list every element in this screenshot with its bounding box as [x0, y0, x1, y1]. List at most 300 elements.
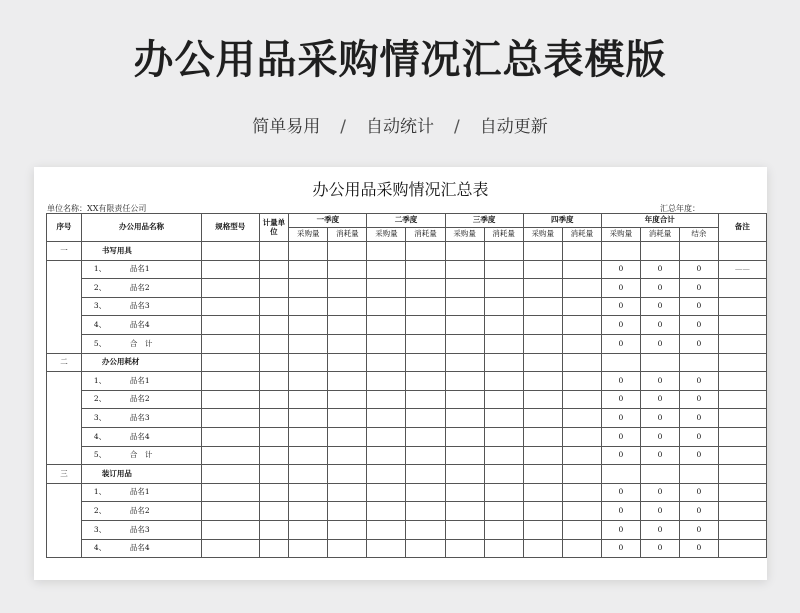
empty-cell [523, 446, 562, 465]
section-name: 装订用品 [81, 465, 201, 484]
remark-cell: —— [718, 260, 766, 279]
remark-cell [718, 409, 766, 428]
empty-cell [562, 390, 601, 409]
empty-cell [259, 539, 289, 558]
item-name: 品名2 [129, 282, 150, 292]
empty-cell [562, 409, 601, 428]
empty-cell [523, 427, 562, 446]
item-name-cell [81, 372, 201, 391]
empty-cell [562, 297, 601, 316]
annual-consume: 0 [640, 539, 679, 558]
empty-cell [445, 260, 484, 279]
item-number: 2、 [93, 282, 107, 292]
annual-purchase: 0 [601, 372, 640, 391]
item-name-cell [81, 539, 201, 558]
item-number: 2、 [93, 394, 107, 404]
annual-purchase: 0 [601, 446, 640, 465]
item-name-cell [81, 316, 201, 335]
empty-cell [367, 520, 406, 539]
header-consume: 消耗量 [406, 228, 445, 242]
annual-purchase: 0 [601, 334, 640, 353]
empty-cell [562, 372, 601, 391]
section-index: 一 [47, 242, 82, 261]
item-name: 合 计 [129, 450, 153, 460]
feature-auto-stats: 自动统计 [366, 117, 434, 137]
empty-cell [202, 427, 259, 446]
annual-balance: 0 [680, 279, 719, 298]
empty-cell [562, 502, 601, 521]
empty-cell [367, 297, 406, 316]
header-consume: 消耗量 [484, 228, 523, 242]
item-name-cell [81, 520, 201, 539]
empty-cell [289, 279, 328, 298]
remark-cell [718, 520, 766, 539]
annual-purchase: 0 [601, 520, 640, 539]
annual-balance: 0 [680, 427, 719, 446]
section-row [47, 353, 767, 372]
item-number: 1、 [93, 487, 107, 497]
empty-cell [484, 260, 523, 279]
empty-cell [289, 446, 328, 465]
item-name-cell [81, 446, 201, 465]
empty-cell [202, 539, 259, 558]
header-consume: 消耗量 [562, 228, 601, 242]
item-name-cell [81, 260, 201, 279]
annual-balance: 0 [680, 409, 719, 428]
empty-cell [445, 279, 484, 298]
item-number: 3、 [93, 301, 107, 311]
empty-cell [484, 372, 523, 391]
item-name-cell [81, 409, 201, 428]
annual-consume: 0 [640, 297, 679, 316]
header-q4: 四季度 [523, 214, 601, 228]
empty-cell [328, 539, 367, 558]
empty-cell [406, 279, 445, 298]
item-name: 品名3 [129, 413, 150, 423]
empty-cell [367, 465, 406, 484]
empty-cell [202, 297, 259, 316]
empty-cell [367, 353, 406, 372]
item-name: 品名1 [129, 264, 150, 274]
annual-balance: 0 [680, 334, 719, 353]
empty-cell [484, 334, 523, 353]
empty-cell [718, 242, 766, 261]
empty-cell [406, 260, 445, 279]
annual-balance: 0 [680, 390, 719, 409]
annual-purchase: 0 [601, 316, 640, 335]
item-name: 品名4 [129, 431, 150, 441]
empty-cell [289, 353, 328, 372]
empty-cell [562, 539, 601, 558]
empty-cell [202, 242, 259, 261]
empty-cell [367, 483, 406, 502]
empty-cell [484, 297, 523, 316]
empty-cell [445, 242, 484, 261]
empty-cell [601, 242, 640, 261]
header-unit: 计量单位 [259, 214, 289, 242]
empty-cell [718, 465, 766, 484]
empty-cell [367, 334, 406, 353]
item-name-cell [81, 502, 201, 521]
empty-cell [445, 316, 484, 335]
empty-cell [406, 372, 445, 391]
empty-cell [328, 409, 367, 428]
annual-purchase: 0 [601, 427, 640, 446]
table-row [47, 502, 767, 521]
empty-cell [367, 260, 406, 279]
empty-cell [445, 427, 484, 446]
item-name-cell [81, 297, 201, 316]
empty-cell [406, 353, 445, 372]
empty-cell [445, 353, 484, 372]
empty-cell [523, 279, 562, 298]
empty-cell [202, 372, 259, 391]
seq-merged-cell [47, 260, 82, 353]
annual-purchase: 0 [601, 502, 640, 521]
remark-cell [718, 483, 766, 502]
empty-cell [406, 390, 445, 409]
remark-cell [718, 446, 766, 465]
table-row [47, 279, 767, 298]
empty-cell [367, 539, 406, 558]
remark-cell [718, 427, 766, 446]
item-name: 品名3 [129, 524, 150, 534]
item-number: 3、 [93, 524, 107, 534]
seq-merged-cell [47, 372, 82, 465]
remark-cell [718, 539, 766, 558]
table-row [47, 446, 767, 465]
annual-consume: 0 [640, 260, 679, 279]
summary-year: 汇总年度： [660, 204, 700, 213]
empty-cell [328, 279, 367, 298]
item-number: 5、 [93, 450, 107, 460]
annual-consume: 0 [640, 520, 679, 539]
feature-easy: 简单易用 [252, 117, 321, 137]
header-name: 办公用品名称 [81, 214, 201, 242]
empty-cell [259, 279, 289, 298]
empty-cell [289, 390, 328, 409]
empty-cell [202, 502, 259, 521]
empty-cell [259, 372, 289, 391]
header-spec: 规格型号 [202, 214, 259, 242]
empty-cell [328, 353, 367, 372]
item-number: 1、 [93, 375, 107, 385]
annual-consume: 0 [640, 409, 679, 428]
empty-cell [445, 465, 484, 484]
header-seq: 序号 [47, 214, 82, 242]
empty-cell [562, 334, 601, 353]
annual-consume: 0 [640, 483, 679, 502]
empty-cell [523, 502, 562, 521]
empty-cell [680, 465, 719, 484]
item-name-cell [81, 427, 201, 446]
header-balance: 结余 [680, 228, 719, 242]
empty-cell [202, 465, 259, 484]
feature-auto-update: 自动更新 [479, 117, 548, 137]
annual-balance: 0 [680, 316, 719, 335]
section-index: 三 [47, 465, 82, 484]
empty-cell [259, 316, 289, 335]
empty-cell [523, 242, 562, 261]
annual-purchase: 0 [601, 483, 640, 502]
empty-cell [445, 390, 484, 409]
empty-cell [523, 409, 562, 428]
page-title: 办公用品采购情况汇总表模版 [133, 37, 667, 83]
empty-cell [289, 297, 328, 316]
empty-cell [484, 409, 523, 428]
annual-consume: 0 [640, 427, 679, 446]
item-number: 4、 [93, 543, 107, 553]
empty-cell [445, 520, 484, 539]
empty-cell [328, 297, 367, 316]
empty-cell [523, 316, 562, 335]
remark-cell [718, 297, 766, 316]
table-row [47, 372, 767, 391]
header-purchase: 采购量 [523, 228, 562, 242]
empty-cell [289, 502, 328, 521]
item-name-cell [81, 390, 201, 409]
empty-cell [445, 502, 484, 521]
section-row [47, 465, 767, 484]
empty-cell [202, 279, 259, 298]
empty-cell [367, 409, 406, 428]
header-purchase: 采购量 [367, 228, 406, 242]
item-name-cell [81, 334, 201, 353]
header-consume: 消耗量 [328, 228, 367, 242]
annual-purchase: 0 [601, 409, 640, 428]
empty-cell [289, 427, 328, 446]
empty-cell [328, 427, 367, 446]
document-title: 办公用品采购情况汇总表 [312, 180, 489, 199]
section-name: 书写用具 [81, 242, 201, 261]
remark-cell [718, 372, 766, 391]
empty-cell [289, 260, 328, 279]
empty-cell [289, 372, 328, 391]
annual-balance: 0 [680, 297, 719, 316]
empty-cell [562, 465, 601, 484]
empty-cell [406, 427, 445, 446]
empty-cell [680, 242, 719, 261]
table-row [47, 334, 767, 353]
empty-cell [484, 483, 523, 502]
empty-cell [406, 465, 445, 484]
empty-cell [484, 520, 523, 539]
header-row-1 [47, 214, 767, 228]
empty-cell [523, 483, 562, 502]
empty-cell [259, 334, 289, 353]
empty-cell [523, 372, 562, 391]
empty-cell [523, 465, 562, 484]
empty-cell [484, 427, 523, 446]
empty-cell [289, 465, 328, 484]
section-name: 办公用耗材 [81, 353, 201, 372]
empty-cell [484, 465, 523, 484]
empty-cell [328, 502, 367, 521]
separator: / [340, 117, 346, 137]
empty-cell [328, 316, 367, 335]
empty-cell [259, 242, 289, 261]
table-row [47, 427, 767, 446]
annual-purchase: 0 [601, 539, 640, 558]
header-q2: 二季度 [367, 214, 445, 228]
empty-cell [406, 409, 445, 428]
empty-cell [202, 446, 259, 465]
purchase-summary-table [46, 213, 767, 558]
item-name: 品名4 [129, 543, 150, 553]
empty-cell [523, 297, 562, 316]
empty-cell [523, 353, 562, 372]
item-name-cell [81, 279, 201, 298]
empty-cell [367, 502, 406, 521]
annual-consume: 0 [640, 446, 679, 465]
empty-cell [562, 446, 601, 465]
section-index: 二 [47, 353, 82, 372]
empty-cell [445, 334, 484, 353]
item-name: 品名4 [129, 320, 150, 330]
empty-cell [259, 409, 289, 428]
empty-cell [289, 483, 328, 502]
empty-cell [259, 502, 289, 521]
empty-cell [289, 520, 328, 539]
item-name: 品名2 [129, 394, 150, 404]
annual-purchase: 0 [601, 297, 640, 316]
item-name-cell [81, 483, 201, 502]
table-row [47, 539, 767, 558]
table-row [47, 483, 767, 502]
item-name: 品名2 [129, 505, 150, 515]
annual-balance: 0 [680, 446, 719, 465]
empty-cell [445, 483, 484, 502]
empty-cell [562, 483, 601, 502]
empty-cell [367, 427, 406, 446]
empty-cell [562, 242, 601, 261]
empty-cell [406, 334, 445, 353]
empty-cell [289, 316, 328, 335]
empty-cell [328, 520, 367, 539]
item-number: 4、 [93, 320, 107, 330]
section-row [47, 242, 767, 261]
header-remark: 备注 [718, 214, 766, 242]
empty-cell [202, 316, 259, 335]
empty-cell [601, 465, 640, 484]
empty-cell [259, 353, 289, 372]
document-preview [34, 167, 767, 580]
annual-consume: 0 [640, 390, 679, 409]
annual-consume: 0 [640, 279, 679, 298]
empty-cell [484, 446, 523, 465]
table-row [47, 520, 767, 539]
empty-cell [523, 334, 562, 353]
empty-cell [484, 279, 523, 298]
remark-cell [718, 502, 766, 521]
empty-cell [328, 483, 367, 502]
annual-purchase: 0 [601, 260, 640, 279]
empty-cell [367, 372, 406, 391]
empty-cell [484, 539, 523, 558]
empty-cell [562, 427, 601, 446]
empty-cell [484, 353, 523, 372]
header-q3: 三季度 [445, 214, 523, 228]
header-q1: 一季度 [289, 214, 367, 228]
empty-cell [445, 409, 484, 428]
empty-cell [445, 539, 484, 558]
empty-cell [367, 316, 406, 335]
empty-cell [289, 242, 328, 261]
header-purchase: 采购量 [445, 228, 484, 242]
remark-cell [718, 334, 766, 353]
empty-cell [601, 353, 640, 372]
empty-cell [562, 279, 601, 298]
empty-cell [406, 539, 445, 558]
table-row [47, 260, 767, 279]
item-name: 合 计 [129, 338, 153, 348]
empty-cell [484, 242, 523, 261]
item-number: 3、 [93, 413, 107, 423]
item-number: 5、 [93, 338, 107, 348]
empty-cell [259, 465, 289, 484]
empty-cell [289, 539, 328, 558]
annual-consume: 0 [640, 502, 679, 521]
empty-cell [718, 353, 766, 372]
empty-cell [202, 390, 259, 409]
header-purchase: 采购量 [601, 228, 640, 242]
empty-cell [202, 520, 259, 539]
empty-cell [523, 539, 562, 558]
empty-cell [640, 353, 679, 372]
header-consume: 消耗量 [640, 228, 679, 242]
item-name: 品名3 [129, 301, 150, 311]
empty-cell [259, 260, 289, 279]
item-name: 品名1 [129, 375, 150, 385]
remark-cell [718, 390, 766, 409]
header-annual: 年度合计 [601, 214, 718, 228]
empty-cell [259, 390, 289, 409]
separator: / [454, 117, 460, 137]
empty-cell [523, 390, 562, 409]
empty-cell [406, 242, 445, 261]
empty-cell [202, 409, 259, 428]
empty-cell [202, 353, 259, 372]
empty-cell [484, 316, 523, 335]
annual-purchase: 0 [601, 390, 640, 409]
empty-cell [367, 446, 406, 465]
empty-cell [289, 409, 328, 428]
table-row [47, 390, 767, 409]
annual-purchase: 0 [601, 279, 640, 298]
annual-balance: 0 [680, 502, 719, 521]
empty-cell [562, 260, 601, 279]
empty-cell [328, 465, 367, 484]
empty-cell [328, 242, 367, 261]
empty-cell [202, 260, 259, 279]
empty-cell [259, 427, 289, 446]
empty-cell [445, 372, 484, 391]
empty-cell [445, 446, 484, 465]
annual-consume: 0 [640, 316, 679, 335]
empty-cell [259, 297, 289, 316]
remark-cell [718, 316, 766, 335]
empty-cell [523, 520, 562, 539]
empty-cell [640, 242, 679, 261]
empty-cell [484, 502, 523, 521]
annual-balance: 0 [680, 520, 719, 539]
empty-cell [328, 446, 367, 465]
item-name: 品名1 [129, 487, 150, 497]
unit-name: 单位名称：XX有限责任公司 [47, 204, 147, 213]
empty-cell [259, 483, 289, 502]
table-row [47, 316, 767, 335]
empty-cell [523, 260, 562, 279]
